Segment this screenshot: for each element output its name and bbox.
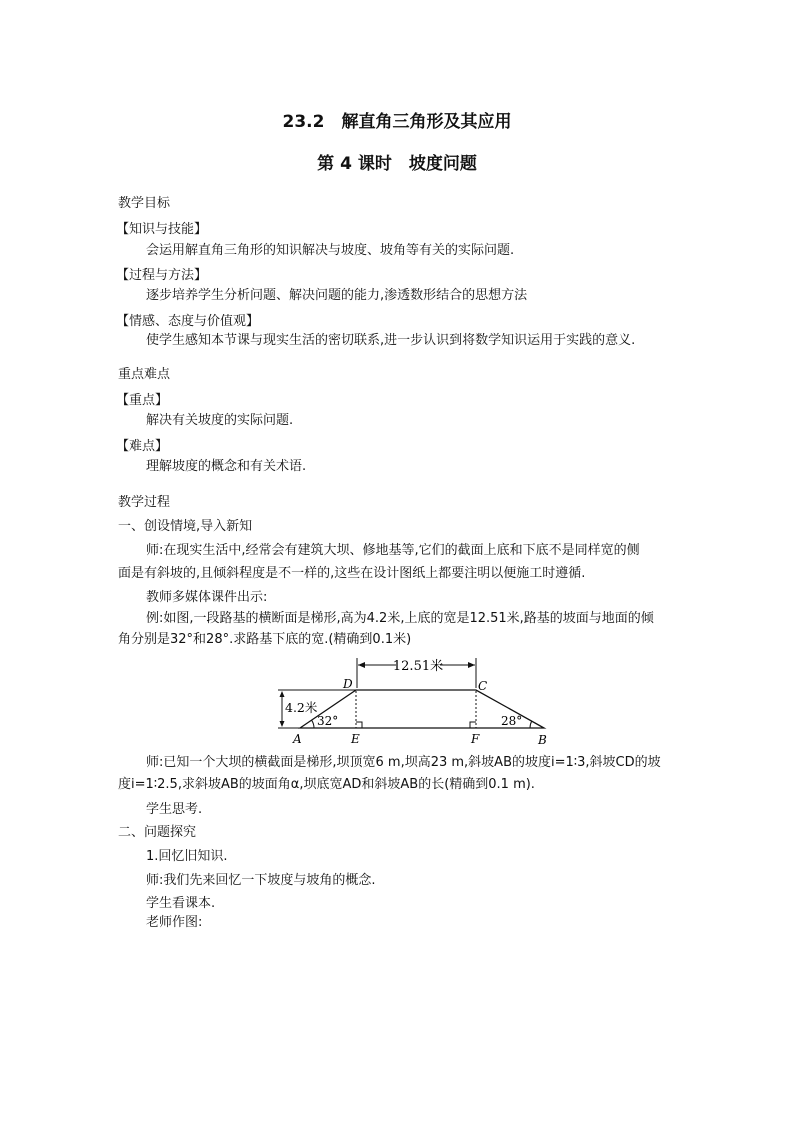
top-width-label: 12.51米 bbox=[392, 659, 444, 674]
dam-problem-line-2: 度i=1∶2.5,求斜坡AB的坡面角α,坝底宽AD和斜坡AB的长(精确到0.1 m). bbox=[118, 777, 535, 792]
dam-problem-line-1: 师:已知一个大坝的横截面是梯形,坝顶宽6 m,坝高23 m,斜坡AB的坡度i=1∶3,斜坡CD的坡 bbox=[146, 755, 661, 770]
example-line-1: 例:如图,一段路基的横断面是梯形,高为4.2米,上底的宽是12.51米,路基的坡面与地面的倾 bbox=[146, 611, 654, 626]
recall-text: 师:我们先来回忆一下坡度与坡角的概念. bbox=[146, 873, 376, 888]
vertex-A-label: A bbox=[293, 732, 302, 746]
process-heading: 【过程与方法】 bbox=[116, 268, 208, 283]
goals-heading: 教学目标 bbox=[118, 196, 171, 211]
read-text: 学生看课本. bbox=[146, 896, 216, 911]
difficulty-heading: 【难点】 bbox=[116, 439, 169, 454]
knowledge-heading: 【知识与技能】 bbox=[116, 222, 208, 237]
lesson-subtitle: 第 4 课时 坡度问题 bbox=[317, 154, 477, 174]
angle-arc-B bbox=[530, 721, 532, 728]
lesson-title: 23.2 解直角三角形及其应用 bbox=[282, 112, 512, 132]
vertex-F-label: F bbox=[471, 732, 480, 746]
process-text: 逐步培养学生分析问题、解决问题的能力,渗透数形结合的思想方法 bbox=[146, 288, 528, 303]
focus-text: 解决有关坡度的实际问题. bbox=[146, 413, 294, 428]
vertex-C-label: C bbox=[478, 679, 488, 693]
key-heading: 重点难点 bbox=[118, 367, 171, 382]
trapezoid-figure bbox=[270, 655, 560, 747]
angle-left-label: 32° bbox=[317, 714, 339, 728]
vertex-D-label: D bbox=[343, 677, 353, 691]
arrowhead-up-icon bbox=[280, 691, 285, 697]
difficulty-text: 理解坡度的概念和有关术语. bbox=[146, 459, 307, 474]
section-1-heading: 一、创设情境,导入新知 bbox=[118, 519, 253, 534]
vertex-B-label: B bbox=[538, 733, 547, 747]
angle-right-label: 28° bbox=[501, 714, 523, 728]
arrowhead-left-icon bbox=[358, 662, 365, 668]
section-2-heading: 二、问题探究 bbox=[118, 825, 197, 840]
angle-arc-A bbox=[312, 720, 314, 728]
arrowhead-down-icon bbox=[280, 721, 285, 727]
example-line-2: 角分别是32°和28°.求路基下底的宽.(精确到0.1米) bbox=[118, 632, 412, 647]
height-label: 4.2米 bbox=[285, 700, 318, 715]
paragraph-2: 教师多媒体课件出示: bbox=[146, 590, 268, 605]
process-section-heading: 教学过程 bbox=[118, 495, 171, 510]
item-1: 1.回忆旧知识. bbox=[146, 849, 228, 864]
paragraph-1-line-1: 师:在现实生活中,经常会有建筑大坝、修地基等,它们的截面上底和下底不是同样宽的侧 bbox=[146, 543, 640, 558]
student-think: 学生思考. bbox=[146, 802, 203, 817]
emotion-text: 使学生感知本节课与现实生活的密切联系,进一步认识到将数学知识运用于实践的意义. bbox=[146, 333, 636, 348]
right-angle-mark-E bbox=[356, 722, 362, 728]
draw-text: 老师作图: bbox=[146, 915, 203, 930]
focus-heading: 【重点】 bbox=[116, 393, 169, 408]
right-angle-mark-F bbox=[470, 722, 476, 728]
paragraph-1-line-2: 面是有斜坡的,且倾斜程度是不一样的,这些在设计图纸上都要注明以便施工时遵循. bbox=[118, 566, 586, 581]
arrowhead-right-icon bbox=[468, 662, 475, 668]
knowledge-text: 会运用解直角三角形的知识解决与坡度、坡角等有关的实际问题. bbox=[146, 243, 515, 258]
emotion-heading: 【情感、态度与价值观】 bbox=[116, 314, 260, 329]
vertex-E-label: E bbox=[351, 732, 360, 746]
